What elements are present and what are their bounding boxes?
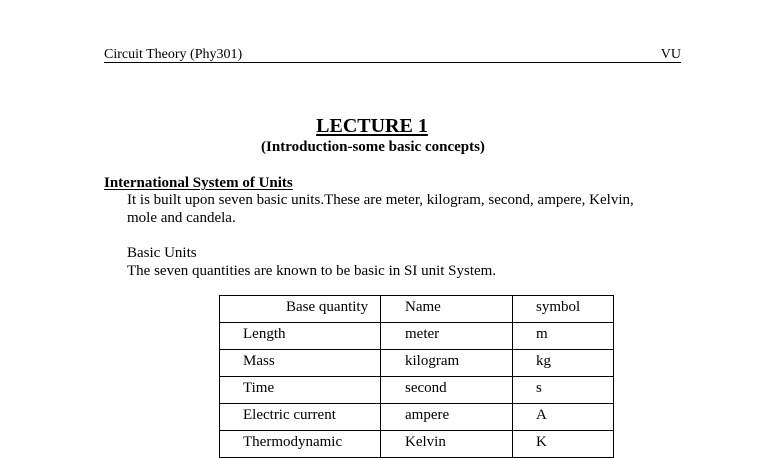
si-base-units-table <box>219 295 614 458</box>
unit-symbol-cell: s <box>513 377 614 404</box>
unit-symbol-cell: m <box>513 323 614 350</box>
unit-name-cell: ampere <box>381 404 513 431</box>
quantity-cell: Electric current <box>220 404 381 431</box>
quantity-cell: Thermodynamic <box>220 431 381 458</box>
institution-label: VU <box>660 47 681 62</box>
basic-units-label: Basic Units <box>127 245 197 261</box>
lecture-title: LECTURE 1 <box>316 115 428 137</box>
quantity-cell: Length <box>220 323 381 350</box>
unit-name-cell: second <box>381 377 513 404</box>
lecture-subtitle: (Introduction-some basic concepts) <box>261 139 485 155</box>
unit-symbol-cell: K <box>513 431 614 458</box>
table-header-row <box>220 296 614 323</box>
page-header <box>104 44 681 62</box>
header-divider <box>104 62 681 63</box>
unit-name-cell: Kelvin <box>381 431 513 458</box>
unit-name-cell: kilogram <box>381 350 513 377</box>
table-row <box>220 350 614 377</box>
header-cell-base-quantity: Base quantity <box>220 296 381 323</box>
header-cell-symbol: symbol <box>513 296 614 323</box>
table-row <box>220 404 614 431</box>
header-cell-name: Name <box>381 296 513 323</box>
intro-paragraph: It is built upon seven basic units.These are meter, kilogram, second, ampere, Kelvin, mole and candela. <box>127 192 634 226</box>
quantity-cell: Mass <box>220 350 381 377</box>
basic-units-text: The seven quantities are known to be basic in SI unit System. <box>127 263 497 279</box>
table-row <box>220 323 614 350</box>
quantity-cell: Time <box>220 377 381 404</box>
table-row <box>220 431 614 458</box>
table-row <box>220 377 614 404</box>
unit-name-cell: meter <box>381 323 513 350</box>
unit-symbol-cell: A <box>513 404 614 431</box>
course-title: Circuit Theory (Phy301) <box>104 47 243 62</box>
section-heading: International System of Units <box>104 175 293 191</box>
unit-symbol-cell: kg <box>513 350 614 377</box>
